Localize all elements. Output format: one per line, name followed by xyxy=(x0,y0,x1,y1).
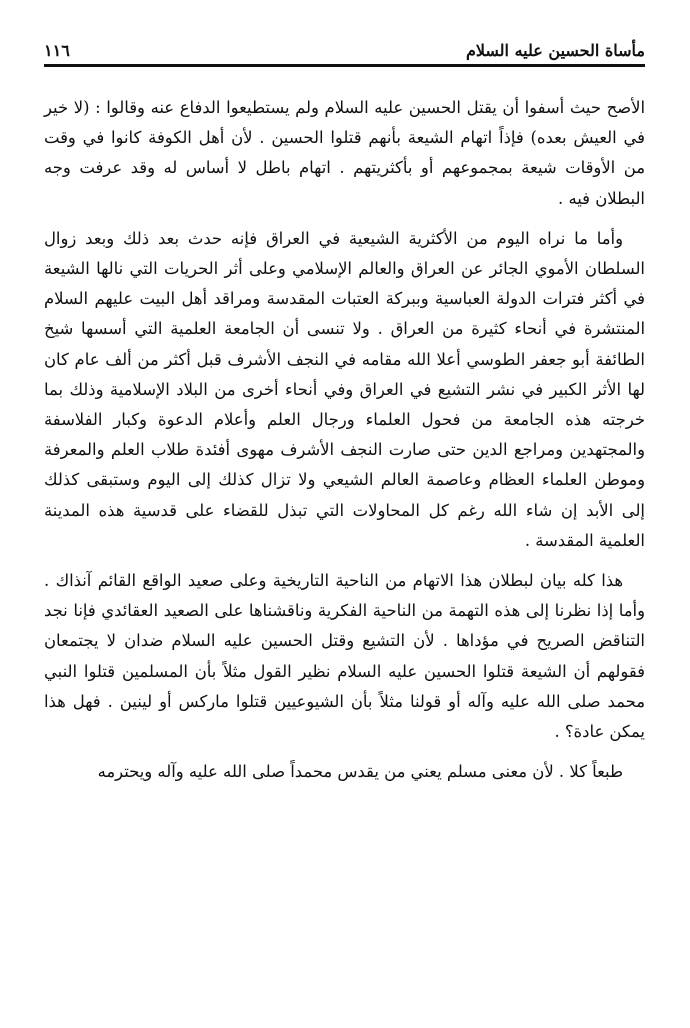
body-text xyxy=(44,93,645,797)
page-number: ١١٦ xyxy=(44,41,70,60)
paragraph: هذا كله بيان لبطلان هذا الاتهام من الناحية التاريخية وعلى صعيد الواقع القائم آنذاك . وأما إذا نظرنا إلى هذه التهمة من الناحية الفكرية وناقشناها على الصعيد العقائدي فإنا نجد التناقض الصريح في مؤداها . لأن التشيع وقتل الحسين عليه السلام ضدان لا يجتمعان فقولهم أن الشيعة قتلوا الحسين عليه السلام نظير القول مثلاً بأن المسلمين قتلوا النبي محمد صلى الله عليه وآله أو قولنا مثلاً بأن الشيوعيين قتلوا ماركس أو لينين . فهل هذا يمكن عادة؟ . xyxy=(44,571,645,742)
paragraph: الأصح حيث أسفوا أن يقتل الحسين عليه السلام ولم يستطيعوا الدفاع عنه وقالوا : (لا خير في العيش بعده) فإذاً اتهام الشيعة بأنهم قتلوا الحسين . لأن أهل الكوفة كانوا في وقت من الأوقات شيعة بمجموعهم أو بأكثريتهم . اتهام باطل لا أساس له وقد عرفت وجه البطلان فيه . xyxy=(44,98,645,208)
page-header xyxy=(44,30,645,60)
paragraph: طبعاً كلا . لأن معنى مسلم يعني من يقدس محمداً صلى الله عليه وآله ويحترمه xyxy=(97,762,623,782)
paragraph: وأما ما نراه اليوم من الأكثرية الشيعية في العراق فإنه حدث بعد ذلك وبعد زوال السلطان الأموي الجائر عن العراق والعالم الإسلامي وعلى أثر الحريات التي نالها الشيعة في أكثر فترات الدولة العباسية وببركة العتبات المقدسة ومراقد أهل البيت عليهم السلام المنتشرة في أنحاء كثيرة من العراق . ولا تنسى أن الجامعة العلمية التي أسسها شيخ الطائفة أبو جعفر الطوسي أعلا الله مقامه في النجف الأشرف قبل أكثر من ألف عام كان لها الأثر الكبير في نشر التشيع في العراق وفي أنحاء أخرى من البلاد الإسلامية وذلك بما خرجته هذه الجامعة من فحول العلماء ورجال العلم وأعلام الدعوة وكبار الفلاسفة والمجتهدين ومراجع الدين حتى صارت النجف الأشرف مهوى أفئدة طلاب العلم والمعرفة وموطن العلماء العظام وعاصمة العالم الشيعي ولا تزال كذلك إلى اليوم وستبقى كذلك إلى الأبد إن شاء الله رغم كل المحاولات التي تبذل للقضاء على قدسية هذه المدينة العلمية المقدسة . xyxy=(44,228,645,550)
header-rule xyxy=(44,64,645,67)
running-title: مأساة الحسين عليه السلام xyxy=(465,41,645,60)
